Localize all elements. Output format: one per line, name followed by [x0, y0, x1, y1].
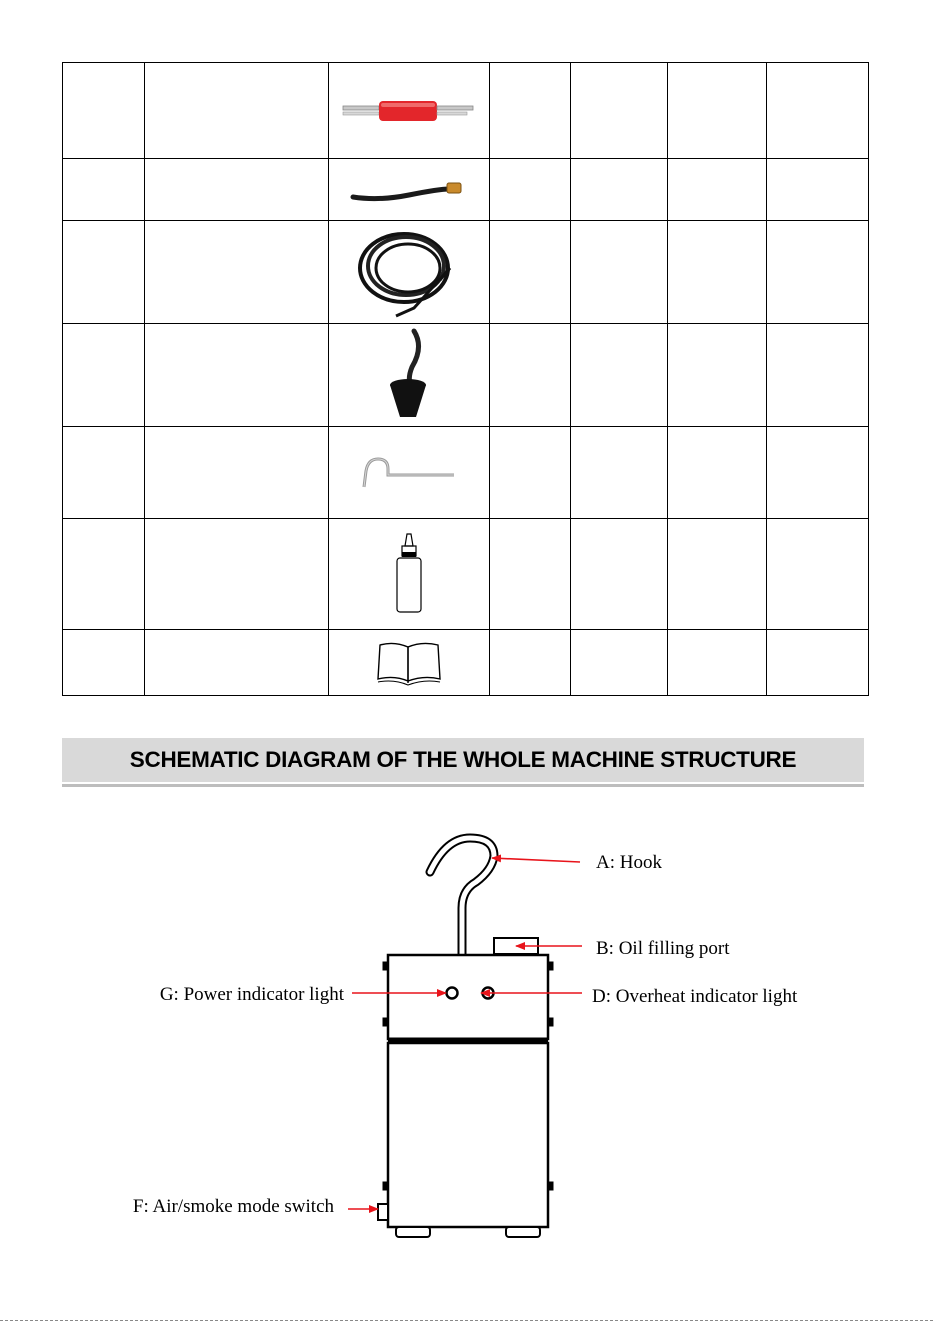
- table-cell: [767, 519, 869, 630]
- machine-body: [378, 838, 553, 1237]
- power-indicator-light: [447, 988, 458, 999]
- table-cell: [490, 630, 571, 696]
- table-cell-image: [329, 427, 490, 519]
- table-cell: [490, 159, 571, 221]
- table-row: [63, 63, 869, 159]
- section-title: SCHEMATIC DIAGRAM OF THE WHOLE MACHINE STRUCTURE: [129, 747, 797, 772]
- table-cell: [571, 519, 668, 630]
- table-cell: [63, 159, 145, 221]
- table-cell-image: [329, 221, 490, 324]
- label-power-indicator: G: Power indicator light: [159, 984, 344, 1005]
- table-cell: [63, 630, 145, 696]
- table-cell: [145, 427, 329, 519]
- table-cell: [668, 63, 767, 159]
- table-row: [63, 159, 869, 221]
- table-cell: [767, 630, 869, 696]
- table-cell: [490, 427, 571, 519]
- table-cell: [767, 324, 869, 427]
- table-cell: [767, 159, 869, 221]
- table-cell: [145, 159, 329, 221]
- arrow-hook: [492, 858, 580, 862]
- table-cell: [571, 324, 668, 427]
- label-hook: A: Hook: [596, 852, 662, 873]
- manual-book-icon: [374, 639, 444, 687]
- table-cell: [668, 324, 767, 427]
- table-cell: [490, 519, 571, 630]
- table-cell: [668, 519, 767, 630]
- table-cell: [571, 159, 668, 221]
- table-cell: [490, 63, 571, 159]
- table-cell: [767, 427, 869, 519]
- table-cell: [767, 221, 869, 324]
- parts-table: [62, 62, 868, 696]
- machine-diagram: [0, 800, 933, 1280]
- table-cell-image: [329, 519, 490, 630]
- table-row: [63, 630, 869, 696]
- label-oil-filling-port: B: Oil filling port: [596, 938, 730, 959]
- page-edge-rule: [0, 1320, 933, 1321]
- hook-icon: [354, 453, 464, 493]
- label-overheat-indicator: D: Overheat indicator light: [592, 986, 798, 1007]
- table-cell-image: [329, 324, 490, 427]
- table-row: [63, 427, 869, 519]
- valve-core-tool-icon: [339, 96, 479, 126]
- coiled-smoke-hose-icon: [354, 224, 464, 320]
- air-smoke-mode-switch: [378, 1204, 388, 1220]
- table-cell: [668, 427, 767, 519]
- table-row: [63, 519, 869, 630]
- table-cell-image: [329, 630, 490, 696]
- table-cell-image: [329, 159, 490, 221]
- table-cell: [145, 630, 329, 696]
- table-cell: [63, 221, 145, 324]
- table-row: [63, 324, 869, 427]
- table-cell: [63, 427, 145, 519]
- table-cell: [767, 63, 869, 159]
- table-cell: [571, 427, 668, 519]
- table-row: [63, 221, 869, 324]
- hose-connector-icon: [349, 175, 469, 205]
- section-banner: [62, 738, 864, 782]
- table-cell: [63, 63, 145, 159]
- divider: [62, 784, 864, 787]
- table-cell: [571, 63, 668, 159]
- table-cell: [63, 324, 145, 427]
- table-cell: [145, 63, 329, 159]
- table-cell: [490, 221, 571, 324]
- table-cell: [571, 630, 668, 696]
- table-cell-image: [329, 63, 490, 159]
- oil-bottle-icon: [389, 532, 429, 616]
- table-cell: [668, 221, 767, 324]
- table-cell: [145, 221, 329, 324]
- table-cell: [145, 324, 329, 427]
- table-cell: [571, 221, 668, 324]
- cone-adapter-icon: [374, 327, 444, 423]
- table-cell: [490, 324, 571, 427]
- label-mode-switch: F: Air/smoke mode switch: [132, 1196, 334, 1217]
- table-cell: [145, 519, 329, 630]
- table-cell: [63, 519, 145, 630]
- table-cell: [668, 630, 767, 696]
- table-cell: [668, 159, 767, 221]
